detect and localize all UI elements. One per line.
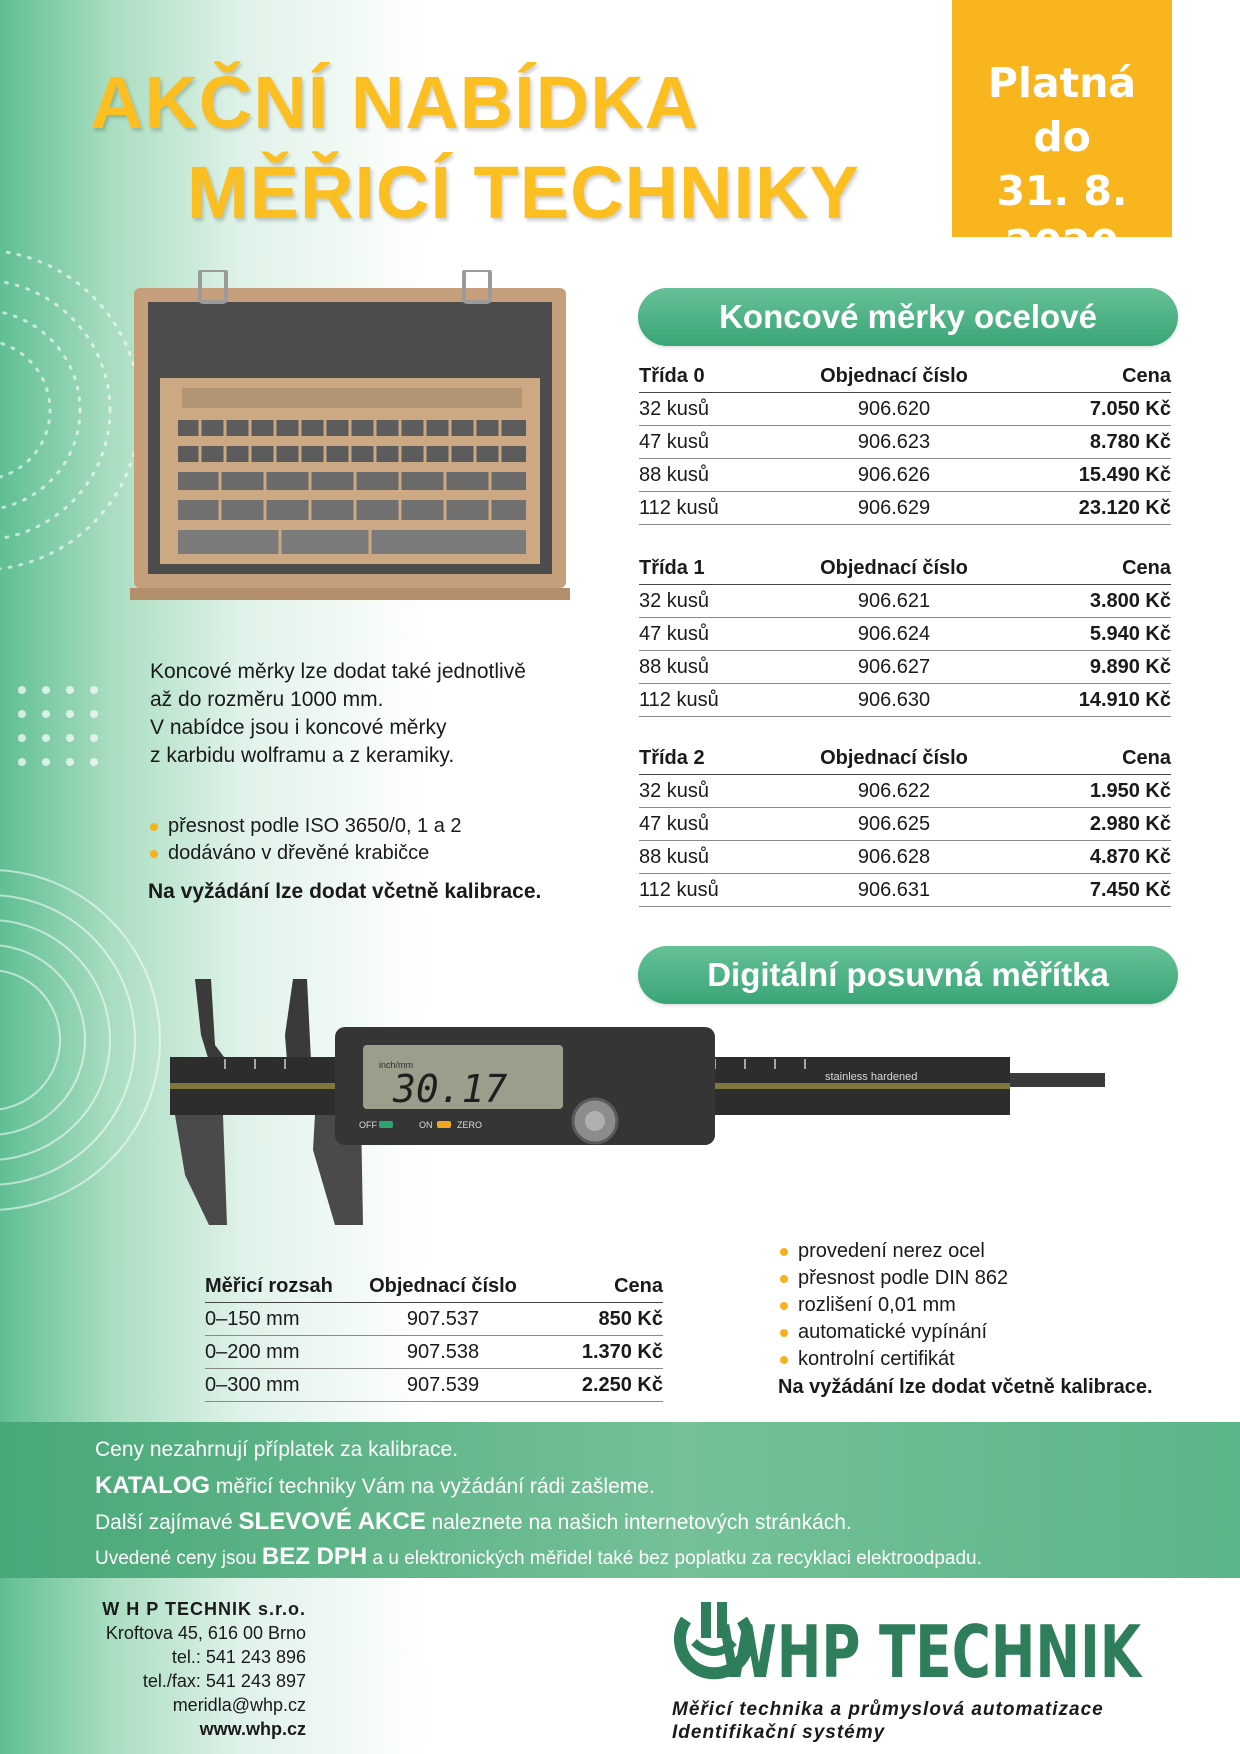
col-header-order-number: Objednací číslo [794,552,994,585]
table-row [639,618,1171,651]
description-line: Koncové měrky lze dodat také jednotlivě [150,660,526,683]
section-heading-calipers: Digitální posuvná měřítka [638,946,1178,1004]
feature-item: přesnost podle DIN 862 [778,1265,1008,1292]
title-line-1: AKČNÍ NABÍDKA [90,61,700,144]
feature-item: automatické vypínání [778,1319,1008,1346]
info-line-1: Ceny nezahrnují příplatek za kalibrace. [95,1438,459,1461]
qty-cell: 112 kusů [639,684,794,717]
col-header-class: Třída 1 [639,552,794,585]
gauge-calibration-note: Na vyžádání lze dodat včetně kalibrace. [148,880,542,903]
info-line-3-pre: Další zajímavé [95,1511,239,1534]
col-header-range: Měřicí rozsah [205,1270,363,1303]
validity-date: 31. 8. 2020 [996,167,1128,269]
order-number-cell: 906.623 [794,426,994,459]
col-header-price: Cena [523,1270,663,1303]
price-cell: 15.490 Kč [994,459,1171,492]
qty-cell: 88 kusů [639,841,794,874]
vat-emphasis: BEZ DPH [261,1543,368,1570]
order-number-cell: 906.630 [794,684,994,717]
col-header-class: Třída 0 [639,360,794,393]
brand-name: WHP TECHNIK [718,1610,1142,1694]
qty-cell: 32 kusů [639,775,794,808]
sales-emphasis: SLEVOVÉ AKCE [238,1508,426,1535]
digital-caliper-photo [165,975,1110,1245]
qty-cell: 112 kusů [639,492,794,525]
fax-line: tel./fax: 541 243 897 [142,1671,306,1691]
price-cell: 4.870 Kč [994,841,1171,874]
price-cell: 9.890 Kč [994,651,1171,684]
brand-tagline-1: Měřicí technika a průmyslová automatizace [672,1699,1104,1720]
address-line: Kroftova 45, 616 00 Brno [105,1623,306,1643]
price-cell: 23.120 Kč [994,492,1171,525]
email-link[interactable]: meridla@whp.cz [172,1695,306,1715]
order-number-cell: 906.629 [794,492,994,525]
catalog-emphasis: KATALOG [95,1472,211,1499]
qty-cell: 32 kusů [639,585,794,618]
table-row [205,1369,663,1402]
caliper-price-table [205,1270,663,1402]
table-row [639,651,1171,684]
caliper-feature-list [778,1238,1008,1373]
gauge-description [150,658,570,770]
table-row [639,426,1171,459]
table-row [639,808,1171,841]
price-cell: 7.450 Kč [994,874,1171,907]
order-number-cell: 907.538 [363,1336,523,1369]
website-link[interactable]: www.whp.cz [199,1719,306,1739]
info-band [0,1422,1240,1578]
table-row [639,684,1171,717]
gauge-table-class-0 [639,360,1171,525]
order-number-cell: 906.622 [794,775,994,808]
validity-line-2: do [1033,113,1091,161]
table-row [205,1336,663,1369]
validity-badge [952,0,1172,269]
btn-zero-label: ZERO [457,1120,483,1130]
col-header-order-number: Objednací číslo [794,742,994,775]
order-number-cell: 907.539 [363,1369,523,1402]
order-number-cell: 906.621 [794,585,994,618]
qty-cell: 47 kusů [639,808,794,841]
qty-cell: 47 kusů [639,426,794,459]
order-number-cell: 906.620 [794,393,994,426]
table-row [639,841,1171,874]
price-cell: 8.780 Kč [994,426,1171,459]
info-line-4-post: a u elektronických měřidel také bez poplatku za recyklaci elektroodpadu. [367,1548,982,1569]
col-header-price: Cena [994,552,1171,585]
order-number-cell: 906.627 [794,651,994,684]
table-row [639,775,1171,808]
description-line: až do rozměru 1000 mm. [150,688,384,711]
table-row [639,393,1171,426]
section-heading-gauge-blocks: Koncové měrky ocelové [638,288,1178,346]
caliper-calibration-note: Na vyžádání lze dodat včetně kalibrace. [778,1376,1153,1398]
table-row [639,585,1171,618]
description-line: V nabídce jsou i koncové měrky [150,716,447,739]
feature-item: dodáváno v dřevěné krabičce [148,840,462,867]
info-line-2 [95,1472,655,1500]
table-row [639,459,1171,492]
info-line-3-post: naleznete na našich internetových stránkách. [425,1511,852,1534]
price-cell: 1.950 Kč [994,775,1171,808]
price-cell: 5.940 Kč [994,618,1171,651]
scale-label: stainless hardened [825,1071,918,1083]
price-cell: 3.800 Kč [994,585,1171,618]
gauge-table-class-1 [639,552,1171,717]
order-number-cell: 906.631 [794,874,994,907]
price-cell: 1.370 Kč [523,1336,663,1369]
info-line-4 [95,1543,982,1571]
btn-off-label: OFF [359,1120,377,1130]
table-header-row [639,742,1171,775]
col-header-class: Třída 2 [639,742,794,775]
info-line-4-pre: Uvedené ceny jsou [95,1548,262,1569]
order-number-cell: 906.624 [794,618,994,651]
description-line: z karbidu wolframu a z keramiky. [150,744,455,767]
feature-item: provedení nerez ocel [778,1238,1008,1265]
company-name: W H P TECHNIK s.r.o. [102,1599,306,1619]
range-cell: 0–200 mm [205,1336,363,1369]
price-cell: 2.250 Kč [523,1369,663,1402]
table-header-row [639,360,1171,393]
price-cell: 2.980 Kč [994,808,1171,841]
info-line-3 [95,1508,852,1536]
qty-cell: 88 kusů [639,651,794,684]
order-number-cell: 906.625 [794,808,994,841]
range-cell: 0–150 mm [205,1303,363,1336]
validity-line-1: Platná [987,59,1137,107]
page-title [90,58,860,238]
order-number-cell: 906.626 [794,459,994,492]
order-number-cell: 906.628 [794,841,994,874]
col-header-order-number: Objednací číslo [363,1270,523,1303]
col-header-price: Cena [994,360,1171,393]
btn-on-label: ON [419,1120,433,1130]
table-row [639,874,1171,907]
gauge-feature-list [148,813,462,867]
qty-cell: 32 kusů [639,393,794,426]
gauge-block-set-photo [130,270,570,620]
table-header-row [205,1270,663,1303]
table-row [205,1303,663,1336]
table-row [639,492,1171,525]
price-cell: 7.050 Kč [994,393,1171,426]
phone-line: tel.: 541 243 896 [171,1647,306,1667]
table-header-row [639,552,1171,585]
order-number-cell: 907.537 [363,1303,523,1336]
gauge-table-class-2 [639,742,1171,907]
price-cell: 850 Kč [523,1303,663,1336]
qty-cell: 112 kusů [639,874,794,907]
qty-cell: 88 kusů [639,459,794,492]
col-header-order-number: Objednací číslo [794,360,994,393]
range-cell: 0–300 mm [205,1369,363,1402]
caliper-display-reading: 30.17 [393,1067,508,1111]
contact-block [60,1597,306,1741]
title-line-2: MĚŘICÍ TECHNIKY [187,151,860,234]
info-line-2-text: měřicí techniky Vám na vyžádání rádi zašleme. [210,1475,655,1498]
brand-tagline-2: Identifikační systémy [672,1722,886,1743]
display-unit-label: inch/mm [379,1060,414,1070]
feature-item: rozlišení 0,01 mm [778,1292,1008,1319]
qty-cell: 47 kusů [639,618,794,651]
col-header-price: Cena [994,742,1171,775]
feature-item: přesnost podle ISO 3650/0, 1 a 2 [148,813,462,840]
feature-item: kontrolní certifikát [778,1346,1008,1373]
price-cell: 14.910 Kč [994,684,1171,717]
